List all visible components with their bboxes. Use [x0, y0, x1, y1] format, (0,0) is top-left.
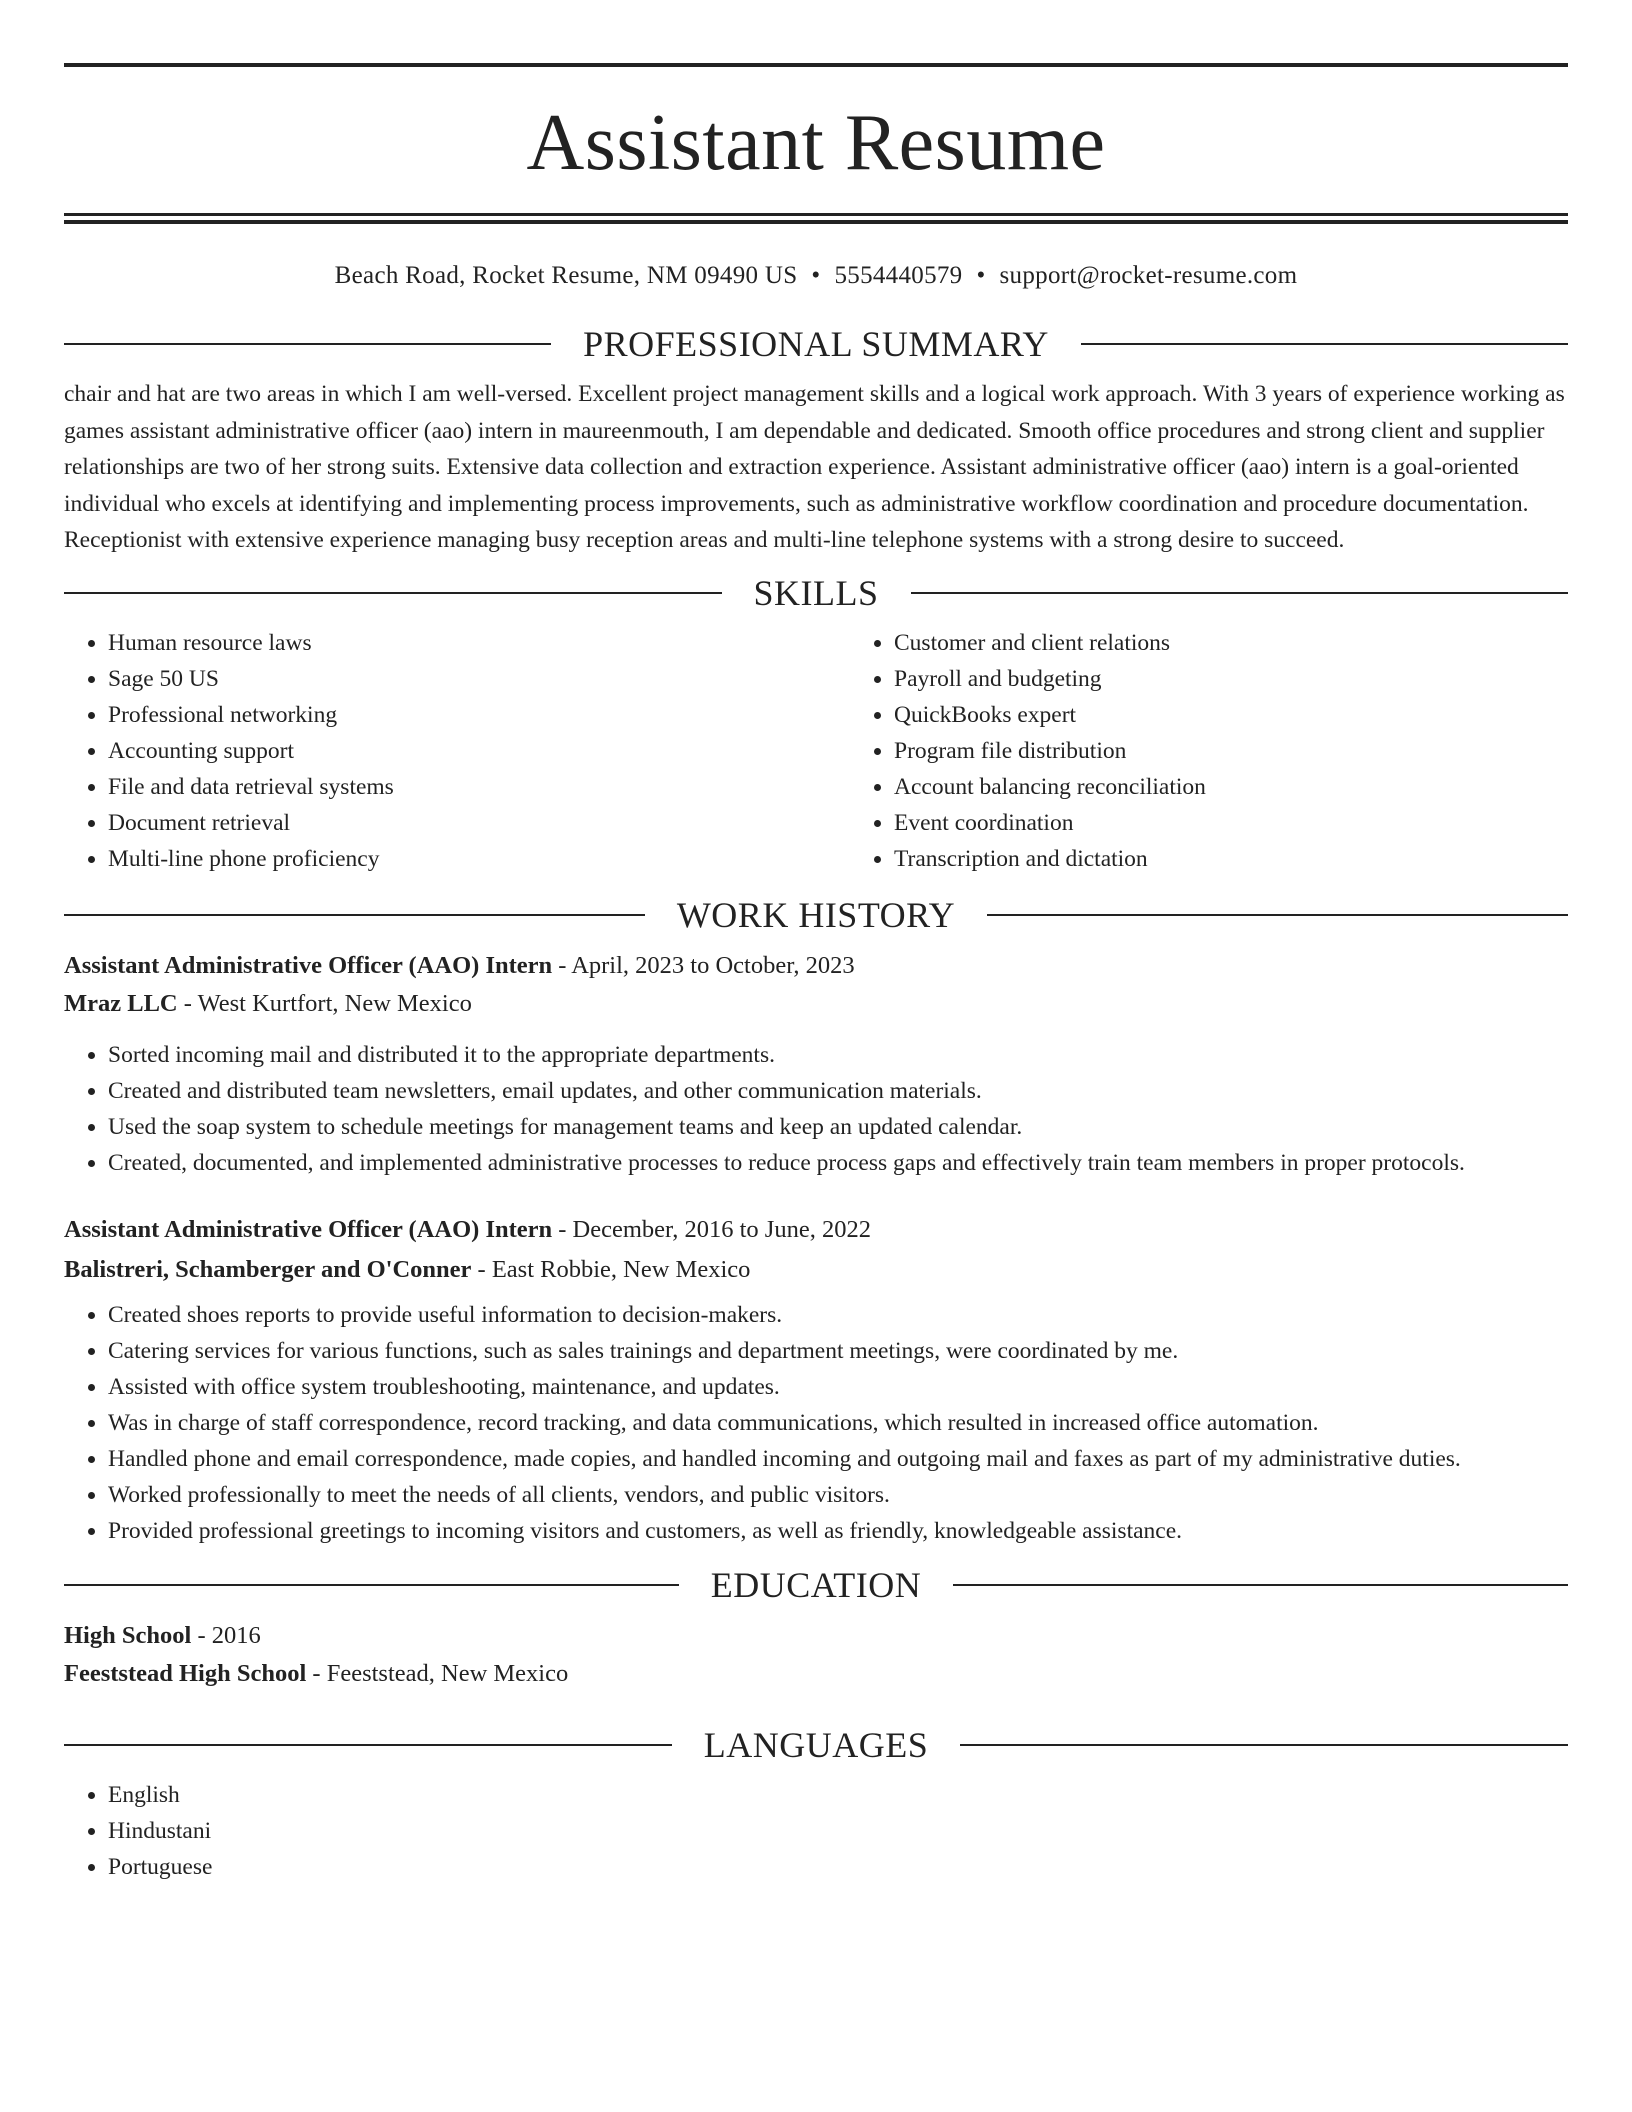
contact-line: [64, 260, 1568, 292]
section-rule-left: [64, 1584, 679, 1586]
skill-item: • Sage 50 US: [108, 661, 850, 697]
summary-text: chair and hat are two areas in which I am well-versed. Excellent project management skills and a logical work approach. With 3 years of experience working as games assistant administrative officer (aao) intern in maureenmouth, I am dependable and dedicated. Smooth office procedures and strong client and supplier relationships are two of her strong suits. Extensive data collection and extraction experience. Assistant administrative officer (aao) intern is a goal-oriented individual who excels at identifying and implementing process improvements, such as administrative workflow coordination and procedure documentation. Receptionist with extensive experience managing busy reception areas and multi-line telephone systems with a strong desire to succeed.: [64, 381, 1565, 554]
summary-heading: PROFESSIONAL SUMMARY: [583, 324, 1049, 364]
job-bullet: • Sorted incoming mail and distributed it to the appropriate departments.: [108, 1037, 1568, 1073]
resume-title: Assistant Resume: [526, 99, 1106, 187]
languages-list: [64, 1777, 1568, 1885]
job-bullet: • Assisted with office system troubleshooting, maintenance, and updates.: [108, 1369, 1568, 1405]
job-location: - West Kurtfort, New Mexico: [177, 989, 472, 1017]
education-year: - 2016: [191, 1621, 261, 1649]
job-entry: [64, 947, 1568, 1181]
contact-phone: 5554440579: [834, 262, 963, 289]
job-bullet: • Handled phone and email correspondence, made copies, and handled incoming and outgoing mail and faxes as part of my administrative duties.: [108, 1441, 1568, 1477]
job-company-line: [64, 985, 1568, 1023]
skills-list-left: [64, 625, 850, 877]
job-bullet: • Created shoes reports to provide useful information to decision-makers.: [108, 1297, 1568, 1333]
language-item: • Portuguese: [108, 1849, 1568, 1885]
skill-item: • Payroll and budgeting: [894, 661, 1632, 697]
skill-item: • Professional networking: [108, 697, 850, 733]
section-rule-left: [64, 1744, 672, 1746]
skill-item: • Multi-line phone proficiency: [108, 841, 850, 877]
education-section-header: [64, 1565, 1568, 1605]
section-rule-left: [64, 343, 551, 345]
skill-item: • Transcription and dictation: [894, 841, 1632, 877]
language-item: • Hindustani: [108, 1813, 1568, 1849]
section-rule-right: [987, 914, 1568, 916]
skills-heading: SKILLS: [753, 572, 879, 613]
contact-address: Beach Road, Rocket Resume, NM 09490 US: [334, 262, 798, 289]
education-school: Feeststead High School: [64, 1659, 307, 1687]
education-location: - Feeststead, New Mexico: [306, 1659, 569, 1687]
double-rule: [64, 213, 1568, 224]
contact-separator: •: [811, 262, 821, 289]
section-rule-right: [1081, 343, 1568, 345]
skill-item: • File and data retrieval systems: [108, 769, 850, 805]
skill-item: • QuickBooks expert: [894, 697, 1632, 733]
job-company: Mraz LLC: [64, 989, 178, 1017]
job-bullet: • Used the soap system to schedule meetings for management teams and keep an updated calendar.: [108, 1109, 1568, 1145]
skill-item: • Accounting support: [108, 733, 850, 769]
job-bullet: • Provided professional greetings to incoming visitors and customers, as well as friendly, knowledgeable assistance.: [108, 1513, 1568, 1549]
section-rule-right: [960, 1744, 1568, 1746]
job-entry: [64, 1211, 1568, 1549]
skills-columns: [64, 625, 1568, 877]
education-degree-line: [64, 1617, 1568, 1655]
section-rule-left: [64, 592, 722, 594]
language-item: • English: [108, 1777, 1568, 1813]
job-bullet-list: [64, 1037, 1568, 1181]
work-heading: WORK HISTORY: [676, 894, 956, 935]
job-bullet-list: [64, 1297, 1568, 1549]
skills-section-header: [64, 573, 1568, 613]
skill-item: • Document retrieval: [108, 805, 850, 841]
job-dates: - April, 2023 to October, 2023: [552, 951, 855, 979]
job-title: Assistant Administrative Officer (AAO) Intern: [64, 1215, 553, 1243]
skill-item: • Event coordination: [894, 805, 1632, 841]
job-title-line: [64, 947, 1568, 985]
skill-item: • Account balancing reconciliation: [894, 769, 1632, 805]
education-entry: [64, 1617, 1568, 1693]
job-title-line: [64, 1211, 1568, 1249]
job-bullet: • Created and distributed team newsletters, email updates, and other communication materials.: [108, 1073, 1568, 1109]
job-bullet: • Worked professionally to meet the needs of all clients, vendors, and public visitors.: [108, 1477, 1568, 1513]
skill-item: • Customer and client relations: [894, 625, 1632, 661]
skills-list-right: [850, 625, 1632, 877]
job-dates: - December, 2016 to June, 2022: [552, 1215, 871, 1243]
job-bullet: • Was in charge of staff correspondence, record tracking, and data communications, which resulted in increased office automation.: [108, 1405, 1568, 1441]
education-degree: High School: [64, 1621, 192, 1649]
top-rule: [64, 63, 1568, 67]
job-company: Balistreri, Schamberger and O'Conner: [64, 1255, 472, 1283]
summary-section-header: [64, 324, 1568, 364]
job-bullet: • Created, documented, and implemented administrative processes to reduce process gaps and effectively train team members in proper protocols.: [108, 1145, 1568, 1181]
section-rule-right: [953, 1584, 1568, 1586]
languages-section-header: [64, 1725, 1568, 1765]
job-location: - East Robbie, New Mexico: [471, 1255, 751, 1283]
job-company-line: [64, 1251, 1568, 1289]
job-title: Assistant Administrative Officer (AAO) Intern: [64, 951, 553, 979]
languages-heading: LANGUAGES: [703, 1724, 929, 1765]
education-school-line: [64, 1655, 1568, 1693]
job-bullet: • Catering services for various functions, such as sales trainings and department meetings, were coordinated by me.: [108, 1333, 1568, 1369]
contact-separator: •: [976, 262, 986, 289]
section-rule-left: [64, 914, 645, 916]
work-section-header: [64, 895, 1568, 935]
education-heading: EDUCATION: [710, 1564, 922, 1605]
contact-email: support@rocket-resume.com: [999, 262, 1298, 289]
skill-item: • Human resource laws: [108, 625, 850, 661]
skill-item: • Program file distribution: [894, 733, 1632, 769]
section-rule-right: [911, 592, 1569, 594]
